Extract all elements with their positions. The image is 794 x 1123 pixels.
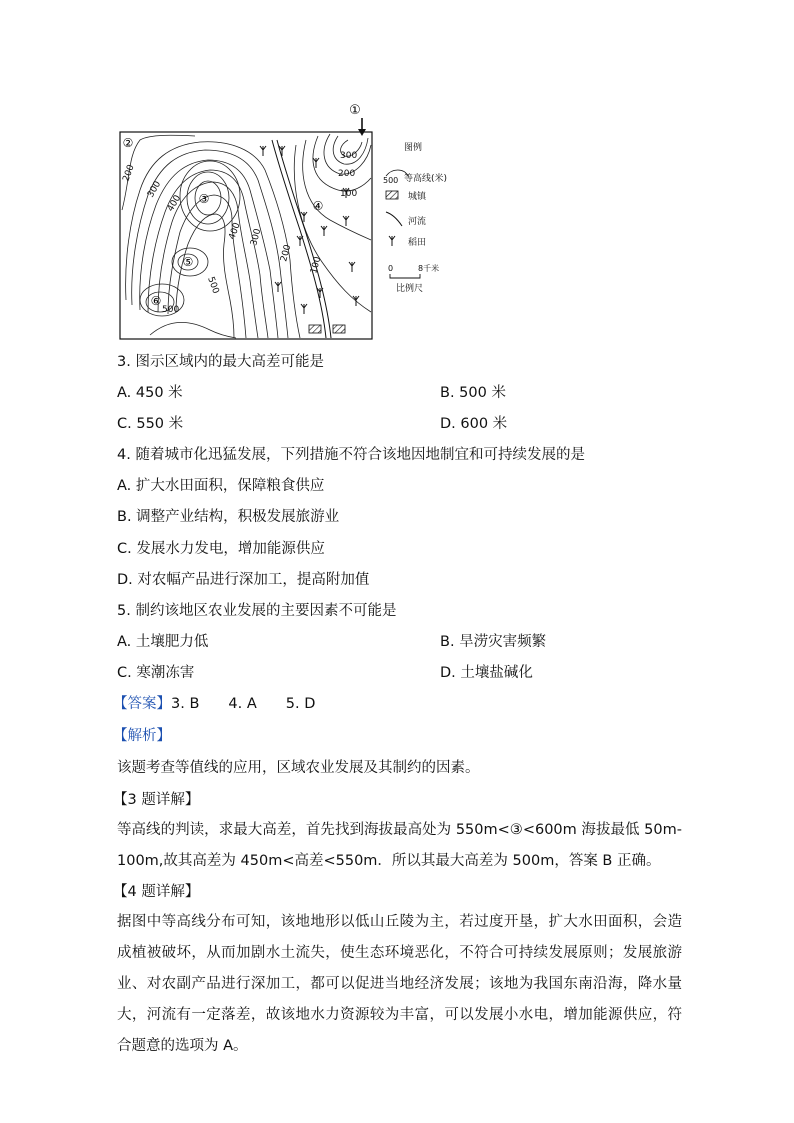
answer-label: 【答案】 (113, 696, 171, 712)
legend-contour-value: 500 (383, 176, 399, 185)
contour-label: 500 (205, 275, 221, 296)
marker-6: ⑥ (150, 294, 162, 308)
analysis-label: 【解析】 (113, 728, 171, 744)
contour-label: 200 (279, 243, 294, 263)
q3-option-a[interactable]: A. 450 米 (117, 385, 183, 401)
legend-scale-zero: 0 (388, 264, 394, 273)
question-5-stem: 5. 制约该地区农业发展的主要因素不可能是 (117, 603, 397, 619)
marker-3: ③ (198, 192, 210, 206)
q5-option-a[interactable]: A. 土壤肥力低 (117, 634, 209, 650)
marker-5: ⑤ (182, 255, 194, 269)
legend-contour-label: 等高线(米) (404, 174, 448, 184)
q3-option-b[interactable]: B. 500 米 (440, 385, 506, 401)
contour-label: 300 (249, 227, 264, 247)
q3-option-d[interactable]: D. 600 米 (440, 416, 508, 432)
contour-label: 400 (165, 193, 184, 214)
river (272, 140, 331, 338)
q3-detail-title: 【3 题详解】 (113, 792, 200, 808)
q5-option-b[interactable]: B. 旱涝灾害频繁 (440, 634, 547, 650)
contour-label: 400 (227, 221, 243, 242)
legend-scale-label: 比例尺 (396, 284, 424, 294)
legend-paddy-label: 稻田 (408, 238, 427, 248)
marker-4: ④ (312, 199, 324, 213)
contour-label: 200 (338, 169, 356, 179)
q3-option-c[interactable]: C. 550 米 (117, 416, 184, 432)
answer-line (113, 694, 315, 714)
town-symbol (309, 325, 321, 333)
q3-detail-text: 等高线的判读，求最大高差，首先找到海拔最高处为 550m<③<600m 海拔最低 50m-100m,故其高差为 450m<高差<550m．所以其最大高差为 500m，答案 B 正确。 (117, 822, 682, 869)
q4-detail-text: 据图中等高线分布可知，该地地形以低山丘陵为主，若过度开垦，扩大水田面积，会造成植被破坏，从而加剧水土流失，使生态环境恶化，不符合可持续发展原则；发展旅游业、对农副产品进行深加工，都可以促进当地经济发展；该地为我国东南沿海，降水量大，河流有一定落差，故该地水力资源较为丰富，可以发展小水电，增加能源供应，符合题意的选项为 A。 (117, 914, 682, 1054)
legend-river-label: 河流 (408, 217, 427, 227)
contour-label: 200 (121, 163, 137, 184)
q5-option-c[interactable]: C. 寒潮冻害 (117, 665, 195, 681)
legend-town-symbol (386, 191, 398, 199)
analysis-intro: 该题考查等值线的应用，区域农业发展及其制约的因素。 (117, 760, 480, 776)
contour-label: 300 (340, 151, 358, 161)
q4-option-c[interactable]: C. 发展水力发电，增加能源供应 (117, 541, 325, 557)
q4-option-b[interactable]: B. 调整产业结构，积极发展旅游业 (117, 509, 340, 525)
map-legend (383, 141, 447, 294)
question-4-stem: 4. 随着城市化迅猛发展，下列措施不符合该地因地制宜和可持续发展的是 (117, 447, 585, 463)
q5-option-d[interactable]: D. 土壤盐碱化 (440, 665, 533, 681)
contour-map-figure (110, 100, 460, 345)
answer-values: 3. B 4. A 5. D (171, 696, 316, 712)
legend-scale-value: 8千米 (418, 264, 440, 273)
question-3-stem: 3. 图示区域内的最大高差可能是 (117, 354, 324, 370)
town-symbol (333, 325, 345, 333)
contour-label: 100 (309, 255, 324, 275)
legend-town-label: 城镇 (408, 192, 427, 202)
legend-title: 图例 (404, 143, 423, 153)
marker-1: ① (349, 103, 361, 118)
q4-option-a[interactable]: A. 扩大水田面积，保障粮食供应 (117, 478, 325, 494)
q4-option-d[interactable]: D. 对农幅产品进行深加工，提高附加值 (117, 572, 370, 588)
contour-label: 300 (145, 179, 164, 200)
q4-detail-title: 【4 题详解】 (113, 884, 200, 900)
contour-label: 100 (340, 189, 358, 199)
marker-2: ② (122, 136, 134, 150)
contour-label: 500 (162, 305, 180, 315)
